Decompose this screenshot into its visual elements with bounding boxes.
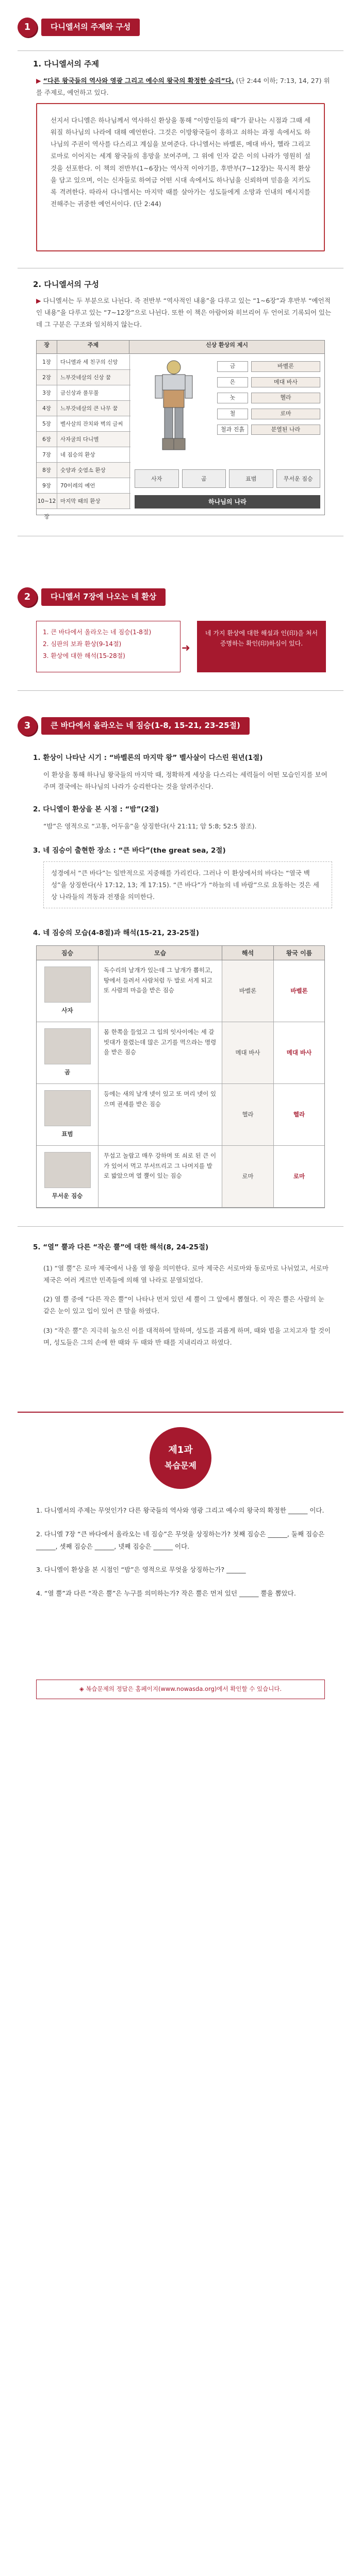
metal-empire-row xyxy=(217,409,320,419)
structure-row xyxy=(37,432,130,447)
structure-row xyxy=(37,447,130,463)
beast-name: 곰 xyxy=(64,1068,71,1076)
review-footer: ◈ 복습문제의 정답은 홈페이지(www.nowasda.org)에서 확인할 수 있습니다. xyxy=(36,1680,325,1699)
beast-kingdom: 헬라 xyxy=(293,1110,305,1118)
beast-description: 무섭고 놀랍고 매우 강하며 또 쇠로 된 큰 이가 있어서 먹고 부서뜨리고 그 나머지를 발로 밟았으며 열 뿔이 있는 짐승 xyxy=(99,1146,222,1207)
section3-para-2: “밤”은 영적으로 “고통, 어두움”을 상징한다(사 21:11; 암 5:8; 52:5 참조). xyxy=(43,822,257,830)
beast-description: 독수리의 날개가 있는데 그 날개가 뽑히고, 땅에서 들려서 사람처럼 두 발로 서게 되고 또 사람의 마음을 받은 짐승 xyxy=(99,960,222,1022)
beast-name-cell xyxy=(37,1146,99,1207)
structure-row-topic: 느부갓네살의 큰 나무 꿈 xyxy=(57,401,130,416)
metal-labels xyxy=(217,361,320,440)
beast-interpretation: 로마 xyxy=(222,1146,274,1207)
beast-table xyxy=(36,945,325,1208)
review-questions xyxy=(36,1504,325,1611)
statue-icon xyxy=(138,358,210,461)
beast-name-cell xyxy=(37,1022,99,1083)
structure-row xyxy=(37,416,130,432)
structure-row xyxy=(37,463,130,478)
section1-subheading-2: 2. 다니엘서의 구성 xyxy=(33,280,100,289)
structure-row-chapter: 7장 xyxy=(37,447,57,462)
section3-header xyxy=(18,716,250,736)
beast-label: 사자 xyxy=(135,469,179,488)
theme-statement: “다른 왕국들의 역사와 영광 그리고 예수의 왕국의 확정한 승리”다. xyxy=(43,77,234,84)
structure-row-topic: 벨사살의 잔치와 벽의 글씨 xyxy=(57,416,130,431)
structure-row-chapter: 6장 xyxy=(37,432,57,447)
beast-label: 표범 xyxy=(229,469,273,488)
beast-interpretation: 헬라 xyxy=(222,1084,274,1145)
beast-table-body xyxy=(37,960,324,1208)
structure-row-chapter: 5장 xyxy=(37,416,57,431)
section2-list-box xyxy=(36,621,180,672)
beast-description: 등에는 새의 날개 넷이 있고 또 머리 넷이 있으며 권세를 받은 짐승 xyxy=(99,1084,222,1145)
structure-row-topic: 다니엘과 세 친구의 신앙 xyxy=(57,354,130,369)
section4-item: (2) 열 뿔 중에 “다른 작은 뿔”이 나타나 먼저 있던 세 뿔이 그 앞에서 뽑혔다. 이 작은 뿔은 사람의 눈 같은 눈이 있고 입이 있어 큰 말을 하였다. xyxy=(43,1295,324,1315)
review-divider xyxy=(18,1412,343,1413)
metal-label: 철 xyxy=(217,409,248,419)
divider xyxy=(18,50,343,51)
section3-para-3: 성경에서 “큰 바다”는 일반적으로 지중해를 가리킨다. 그러나 이 환상에서의 바다는 “열국 백성”을 상징한다(사 17:12, 13; 계 17:15). “큰 바다”가 “하늘의 네 바람”으로 요동하는 것은 세상 나라들의 격동과 전쟁을 의미한다. xyxy=(43,861,332,908)
review-question: 1. 다니엘서의 주제는 무엇인가? 다른 왕국들의 역사와 영광 그리고 예수의 왕국의 확정한 ______ 이다. xyxy=(36,1506,324,1514)
kingdom-bar: 하나님의 나라 xyxy=(135,495,320,509)
section2-summary-box: 네 가지 환상에 대한 해설과 인(印)을 쳐서 증명하는 확인(印)하심이 있다. xyxy=(197,621,326,672)
structure-row-chapter: 3장 xyxy=(37,385,57,400)
beast-description: 몸 한쪽을 들었고 그 입의 잇사이에는 세 갈빗대가 물렸는데 많은 고기를 먹으라는 명령을 받은 짐승 xyxy=(99,1022,222,1083)
divider xyxy=(18,1226,343,1227)
beast-table-row xyxy=(37,960,324,1022)
section1-title: 다니엘서의 주제와 구성 xyxy=(41,19,140,36)
section1-header xyxy=(18,18,140,37)
theme-quote-text: 선지서 다니엘은 하나님께서 역사하신 환상을 통해 “이방인들의 때”가 끝나는 시점과 그때 세워질 하나님의 나라에 대해 예언한다. 그것은 이방왕국들이 흥하고 쇠하는 과정 속에서도 하나님의 주권이 역사를 다스리고 계심을 보여준다. 다니엘서는 바벨론, 메대 바사, 헬라 그리고 로마로 이어지는 세계 왕국들의 흥망을 보여주며, 그 위에 인자 같은 이의 나라가 영원히 설 것을 선포한다. 이 책의 전반부(1~6장)는 역사적 이야기를, 후반부(7~12장)는 묵시적 환상을 담고 있으며, 이는 신자들로 하여금 어떤 시대 속에서도 하나님을 신뢰하며 믿음을 지키도록 격려한다. 따라서 다니엘서는 마지막 때를 살아가는 성도들에게 소망과 인내의 메시지를 전해주는 귀중한 예언서이다. (단 2:44) xyxy=(51,116,310,208)
beast-name: 무서운 짐승 xyxy=(52,1192,83,1199)
section3-number: 3 xyxy=(18,716,37,736)
beast-name-cell xyxy=(37,960,99,1022)
statue-illustration xyxy=(138,358,210,461)
structure-row-topic: 숫양과 숫염소 환상 xyxy=(57,463,130,478)
empire-label: 분열된 나라 xyxy=(251,425,320,435)
structure-table xyxy=(36,340,325,520)
section3-para-1: 이 환상을 통해 하나님 왕국들의 마지막 때, 정확하게 세상을 다스리는 세력들이 어떤 모습인지를 보여주며 결국에는 하나님의 나라가 승리한다는 것을 알려주신다. xyxy=(43,771,327,791)
theme-extra: (단 2:44 이하; 7:13, 14, 27) 위를 주제로, 예언하고 있다. xyxy=(36,77,330,97)
metal-empire-row xyxy=(217,425,320,435)
beast-table-row xyxy=(37,1022,324,1084)
beast-illustration xyxy=(44,1090,91,1126)
metal-empire-row xyxy=(217,361,320,372)
metal-label: 철과 진흙 xyxy=(217,425,248,435)
structure-row-topic: 금신상과 풀무불 xyxy=(57,385,130,400)
metal-label: 은 xyxy=(217,377,248,388)
structure-row-topic: 마지막 때의 환상 xyxy=(57,494,130,509)
section2-title: 다니엘서 7장에 나오는 네 환상 xyxy=(41,588,166,606)
beast-labels xyxy=(135,469,320,488)
structure-row-topic: 사자굴의 다니엘 xyxy=(57,432,130,447)
beast-kingdom: 로마 xyxy=(293,1172,305,1180)
beast-name-cell xyxy=(37,1084,99,1145)
beast-illustration xyxy=(44,1152,91,1188)
beast-interpretation: 바벨론 xyxy=(222,960,274,1022)
beast-kingdom: 메대 바사 xyxy=(286,1048,312,1056)
structure-row xyxy=(37,354,130,370)
review-question: 4. “열 뿔”과 다른 “작은 뿔”은 누구를 의미하는가? 작은 뿔은 먼저 있던 ______ 뿔을 뽑았다. xyxy=(36,1589,296,1597)
section3-subheading-1: 1. 환상이 나타난 시기 : “바벨론의 마지막 왕” 벨사살이 다스린 원년(1절) xyxy=(33,754,263,762)
section2-header xyxy=(18,587,166,607)
section4-items xyxy=(43,1262,332,1355)
structure-row-chapter: 8장 xyxy=(37,463,57,478)
beast-label: 무서운 짐승 xyxy=(276,469,321,488)
metal-label: 놋 xyxy=(217,393,248,403)
section4-item: (1) “열 뿔”은 로마 제국에서 나올 열 왕을 의미한다. 로마 제국은 서로마와 동로마로 나뉘었고, 서로마 제국은 여러 게르만 민족들에 의해 열 나라로 분열되었다. xyxy=(43,1264,329,1284)
review-question: 3. 다니엘이 환상을 본 시점인 “밤”은 영적으로 무엇을 상징하는가? ______ xyxy=(36,1566,246,1574)
section4-subheading: 5. “열” 뿔과 다른 “작은 뿔”에 대한 해석(8, 24-25절) xyxy=(33,1243,209,1251)
structure-row xyxy=(37,478,130,494)
section2-number: 2 xyxy=(18,587,37,607)
section2-list-item: 2. 심판의 보좌 환상(9-14절) xyxy=(43,640,122,648)
review-question: 2. 다니엘 7장 “큰 바다에서 올라오는 네 짐승”은 무엇을 상징하는가? 첫째 짐승은 ______, 둘째 짐승은 ______, 셋째 짐승은 ______, 넷째 짐승은 ______ 이다. xyxy=(36,1530,325,1550)
section2-list-item: 1. 큰 바다에서 올라오는 네 짐승(1-8절) xyxy=(43,629,152,636)
beast-kingdom: 바벨론 xyxy=(290,987,308,994)
beast-table-row xyxy=(37,1146,324,1208)
beast-label: 곰 xyxy=(182,469,226,488)
structure-row-chapter: 1장 xyxy=(37,354,57,369)
divider xyxy=(18,690,343,691)
beast-table-header: 짐승 모습 해석 왕국 이름 xyxy=(37,946,324,960)
structure-row-topic: 70이레의 예언 xyxy=(57,478,130,493)
arrow-right-icon: ➜ xyxy=(182,641,190,654)
structure-row-chapter: 2장 xyxy=(37,370,57,385)
section3-subheading-2: 2. 다니엘이 환상을 본 시점 : “밤”(2절) xyxy=(33,805,159,814)
structure-row xyxy=(37,370,130,385)
section3-subheading-3: 3. 네 짐승이 출현한 장소 : “큰 바다”(the great sea, 2절) xyxy=(33,846,226,855)
beast-name: 사자 xyxy=(61,1006,73,1014)
section1-subheading-1: 1. 다니엘서의 주제 xyxy=(33,59,100,69)
empire-label: 로마 xyxy=(251,409,320,419)
structure-row-chapter: 4장 xyxy=(37,401,57,416)
empire-label: 바벨론 xyxy=(251,361,320,372)
metal-empire-row xyxy=(217,393,320,403)
structure-row xyxy=(37,385,130,401)
beast-illustration xyxy=(44,1028,91,1064)
structure-row-chapter: 9장 xyxy=(37,478,57,493)
beast-table-row xyxy=(37,1084,324,1146)
beast-illustration xyxy=(44,967,91,1003)
beast-name: 표범 xyxy=(61,1130,73,1138)
structure-row-topic: 느부갓네살의 신상 꿈 xyxy=(57,370,130,385)
structure-table-header: 장 주제 신상 환상의 제시 xyxy=(37,341,324,354)
structure-row-topic: 네 짐승의 환상 xyxy=(57,447,130,462)
structure-row xyxy=(37,401,130,416)
empire-label: 메대 바사 xyxy=(251,377,320,388)
metal-empire-row xyxy=(217,377,320,388)
theme-quote-box xyxy=(36,103,325,251)
empire-label: 헬라 xyxy=(251,393,320,403)
metal-label: 금 xyxy=(217,361,248,372)
section4-item: (3) “작은 뿔”은 지극히 높으신 이를 대적하여 말하며, 성도를 괴롭게 하며, 때와 법을 고치고자 할 것이며, 성도들은 그의 손에 한 때와 두 때와 반 때를 지내리라고 하였다. xyxy=(43,1326,331,1346)
structure-row xyxy=(37,494,130,520)
beast-interpretation: 메대 바사 xyxy=(222,1022,274,1083)
section1-number: 1 xyxy=(18,18,37,37)
structure-row-chapter: 10~12장 xyxy=(37,494,57,509)
section3-subheading-4: 4. 네 짐승의 모습(4-8절)과 해석(15-21, 23-25절) xyxy=(33,929,200,937)
structure-bullet: ▶ 다니엘서는 두 부분으로 나뉜다. 즉 전반부 “역사적인 내용”을 다루고 있는 “1~6장”과 후반부 “예언적인 내용”을 다루고 있는 “7~12장”으로 나뉜다. 또한 이 책은 아람어와 히브리어 두 언어로 기록되어 있는데 그 구분은 구조와 일치하지 않는다. xyxy=(36,297,332,329)
review-badge: 제1과 복습문제 xyxy=(150,1427,211,1489)
theme-bullet: ▶ “다른 왕국들의 역사와 영광 그리고 예수의 왕국의 확정한 승리”다. (단 2:44 이하; 7:13, 14, 27) 위를 주제로, 예언하고 있다. xyxy=(36,77,330,97)
structure-rows xyxy=(37,354,130,520)
section2-list-item: 3. 환상에 대한 해석(15-28절) xyxy=(43,652,125,659)
section3-title: 큰 바다에서 올라오는 네 짐승(1-8, 15-21, 23-25절) xyxy=(41,717,250,735)
